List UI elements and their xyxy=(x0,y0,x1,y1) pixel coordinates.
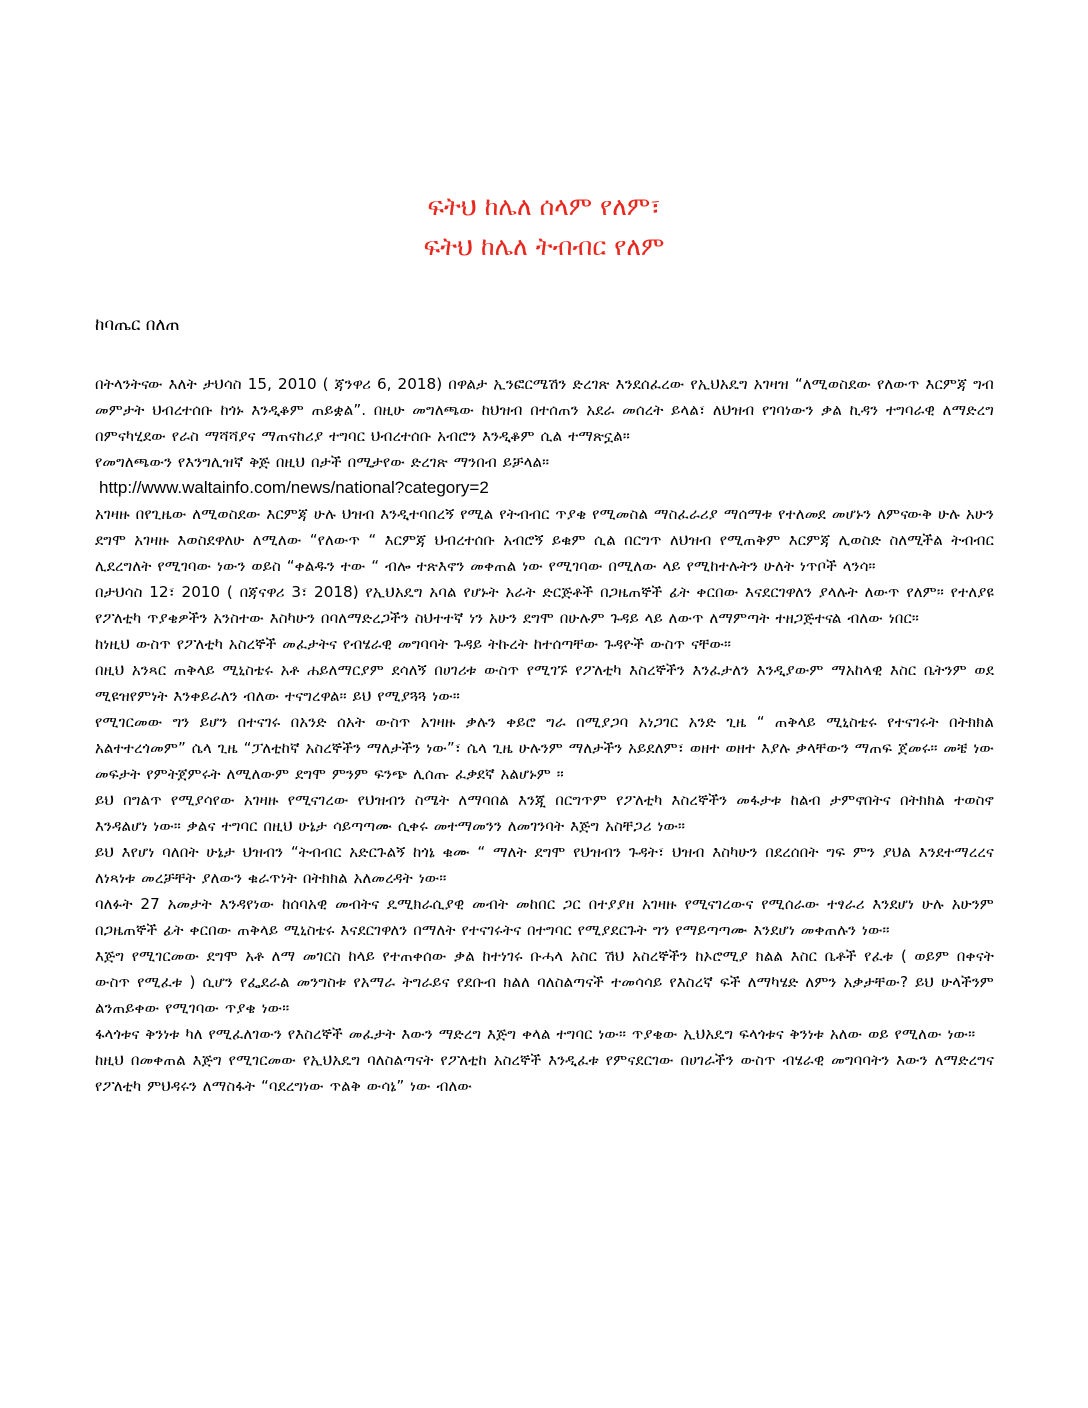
article-body xyxy=(95,371,994,1099)
paragraph: የሚገርመው ግን ይሆን በተናገሩ በአንድ ሰአት ውስጥ አገዛዙ ቃሉን ቀይሮ ግራ በሚያጋባ አነጋገር አንድ ጊዜ “ ጠቅላይ ሚኒስቴሩ የተናገሩት በትክክል አልተተረጎመም” ሴላ ጊዜ “ፓለቲከኛ አስረኞችን ማለታችን ነው”፣ ሴላ ጊዜ ሁሉንም ማለታችን አይደለም፣ ወዘተ ወዘተ እያሉ ቃላቸውን ማጠፍ ጀመሩ። መቼ ነው መፍታት የምትጀምሩት ለሚለውም ደግሞ ምንም ፍንጭ ሊሰጡ ፈቃደኛ አልሆኑም ። xyxy=(95,713,994,783)
author-byline: ከባጤር በለጠ xyxy=(95,315,180,335)
article-title xyxy=(0,187,1088,267)
paragraph: በትላንትናው እለት ታህሳስ 15, 2010 ( ጃንዋሪ 6, 2018) በዋልታ ኢንፎርሜሽን ድረገጽ እንደሰፈረው የኢህአዴግ አገዛዝ “ለሚወስደው የለውጥ እርምጃ ግብ መምታት ህብረተሰቡ ከጎኑ እንዲቆም ጠይቋል”. በዚሁ መግለጫው ከህዝብ በተሰጠን አደራ መሰረት ይላል፣ ለህዝብ የገባነውን ቃል ኪዳን ተግባራዊ ለማድረግ በምናካሂደው የራስ ማሻሻያና ማጠናከሪያ ተግባር ህብረተሰቡ አብሮን እንዲቆም ሲል ተማጽኗል። xyxy=(95,375,994,445)
paragraph: በታህሳስ 12፣ 2010 ( በጃናዋሪ 3፣ 2018) የኢህአዴግ አባል የሆኑት አራት ድርጅቶች በጋዜጠኞች ፊት ቀርበው እናደርገዋለን ያላሉት ለውጥ የለም። የተለያዩ የፖለቲካ ጥያቄዎችን አንስተው እስካሁን በባለማድረጋችን ስህተተኛ ነን አሁን ደግሞ በሁሉም ጉዳይ ላይ ለውጥ ለማምጣት ተዘጋጅተናል ብለው ነበር። xyxy=(95,583,994,627)
paragraph: አገዛዙ በየጊዜው ለሚወስደው እርምጃ ሁሉ ህዝብ እንዲተባበረኝ የሚል የትብብር ጥያቄ የሚመስል ማስፈራሪያ ማሰማቱ የተለመደ መሆኑን ለምናውቅ ሁሉ አሁን ደግሞ አገዛዙ እወስደዋለሁ ለሚለው “የለውጥ “ እርምጃ ህብረተሰቡ አብሮኝ ይቁም ሲል በርግጥ ለህዝብ የሚጠቅም እርምጃ ሊወስድ ስለሚችል ትብብር ሊደረግለት የሚገባው ነውን ወይስ “ቀልዱን ተው “ ብሎ ተጽእኖን መቀጠል ነው የሚገባው በሚለው ላይ የሚከተሉትን ሁለት ነጥቦች ላንሳ። xyxy=(95,505,994,575)
paragraph: እጅግ የሚገርመው ደግሞ አቶ ለማ መገርስ ከላይ የተጠቀሰው ቃል ከተነገሩ ቡሓላ አስር ሽህ አስረኞችን ከኦሮሚያ ክልል እስር ቤቶች የፈቱ ( ወይም በቀናት ውስጥ የሚፈቱ ) ሲሆን የፌደራል መንግስቱ የአማራ ትግራይና የደቡብ ክልለ ባለስልጣናች ተመሳሳይ የእስረኛ ፍች ለማካሄድ ለምን አቃታቸው? ይህ ሁላችንም ልንጠይቀው የሚገባው ጥያቄ ነው። xyxy=(95,947,994,1017)
paragraph: በዚህ አንጻር ጠቅላይ ሚኒስቴሩ አቶ ሐይለማርያም ደሳለኝ በሀገሪቱ ውስጥ የሚገኙ የፖለቲካ እስረኞችን እንፈታለን እንዲያውም ማአከላዊ እስር ቤትንም ወደ ሚዩዝየምነት እንቀይራለን ብለው ተናግረዋል። ይህ የሚያጓጓ ነው። xyxy=(95,661,994,705)
paragraph: ባለፉት 27 አመታት እንዳየነው ከሰባአዊ መብትና ዴሚክራሲያዊ መብት መከበር ጋር በተያያዘ አገዛዙ የሚናገረውና የሚሰራው ተፃራሪ እንደሆነ ሁሉ አሁንም በጋዜጠኞች ፊት ቀርበው ጠቅላይ ሚኒስቴሩ እናደርገዋለን በማለት የተናገሩትና በተግባር የሚያደርጉት ግን የማይጣጣሙ እንደሆነ መቀጠሉን ነው። xyxy=(95,895,994,939)
paragraph: ከነዚህ ውስጥ የፖለቲካ አስረኞች መፈታትና የብሄራዊ መግባባት ጉዳይ ትኩረት ከተሰጣቸው ጉዳዮች ውስጥ ናቸው። xyxy=(95,635,732,653)
title-line-1: ፍትህ ከሌለ ሰላም የለም፣ xyxy=(427,192,661,221)
paragraph: ፋላጎቱና ቅንነቱ ካለ የሚፈለገውን የእስረኞች መፈታት እውን ማድረግ እጅግ ቀላል ተግባር ነው። ጥያቄው ኢህአዴግ ፍላጎቱና ቅንነቱ አለው ወይ የሚለው ነው። xyxy=(95,1025,976,1043)
paragraph: የመግለጫውን የእንግሊዝኛ ቅጅ በዚህ በታች በሚታየው ድረገጽ ማንበብ ይቻላል። xyxy=(95,453,550,471)
paragraph: ይህ በግልጥ የሚያሳየው አገዛዙ የሚናገረው የህዝብን ስሜት ለማባበል እንጂ በርግጥም የፖለቲካ እስረኞችን መፋታቱ ከልብ ታምኖበትና በትክክል ተወስኖ እንዳልሆነ ነው። ቃልና ተግባር በዚህ ሁኔታ ሳይጣጣሙ ሲቀሩ መተማመንን ለመገንባት እጅግ አስቸጋሪ ነው። xyxy=(95,791,994,835)
paragraph: ይህ እየሆነ ባለበት ሁኔታ ህዝብን “ትብብር አድርጉልኝ ከጎኔ ቁሙ “ ማለት ደግሞ የህዝብን ጉዳት፣ ህዝብ እስካሁን በደረሰበት ግፍ ምን ያህል እንደተማረረና ለነጻነቱ መረቻቸት ያለውን ቁራጥነት በትክክል አለመረዳት ነው። xyxy=(95,843,994,887)
title-line-2: ፍትህ ከሌለ ትብብር የለም xyxy=(423,232,665,261)
source-url-link[interactable]: http://www.waltainfo.com/news/national?category=2 xyxy=(99,478,489,497)
paragraph: ከዚህ በመቀጠል እጅግ የሚገርመው የኢህአዴግ ባለስልጣናት የፖለቲከ አስረኞች እንዲፈቱ የምናደርገው በሀገራችን ውስጥ ብሄራዊ መግባባትን እውን ለማድረግና የፖለቲካ ምህዳሩን ለማስፋት “ባደረግነው ጥልቅ ውሳኔ” ነው ብለው xyxy=(95,1051,994,1095)
